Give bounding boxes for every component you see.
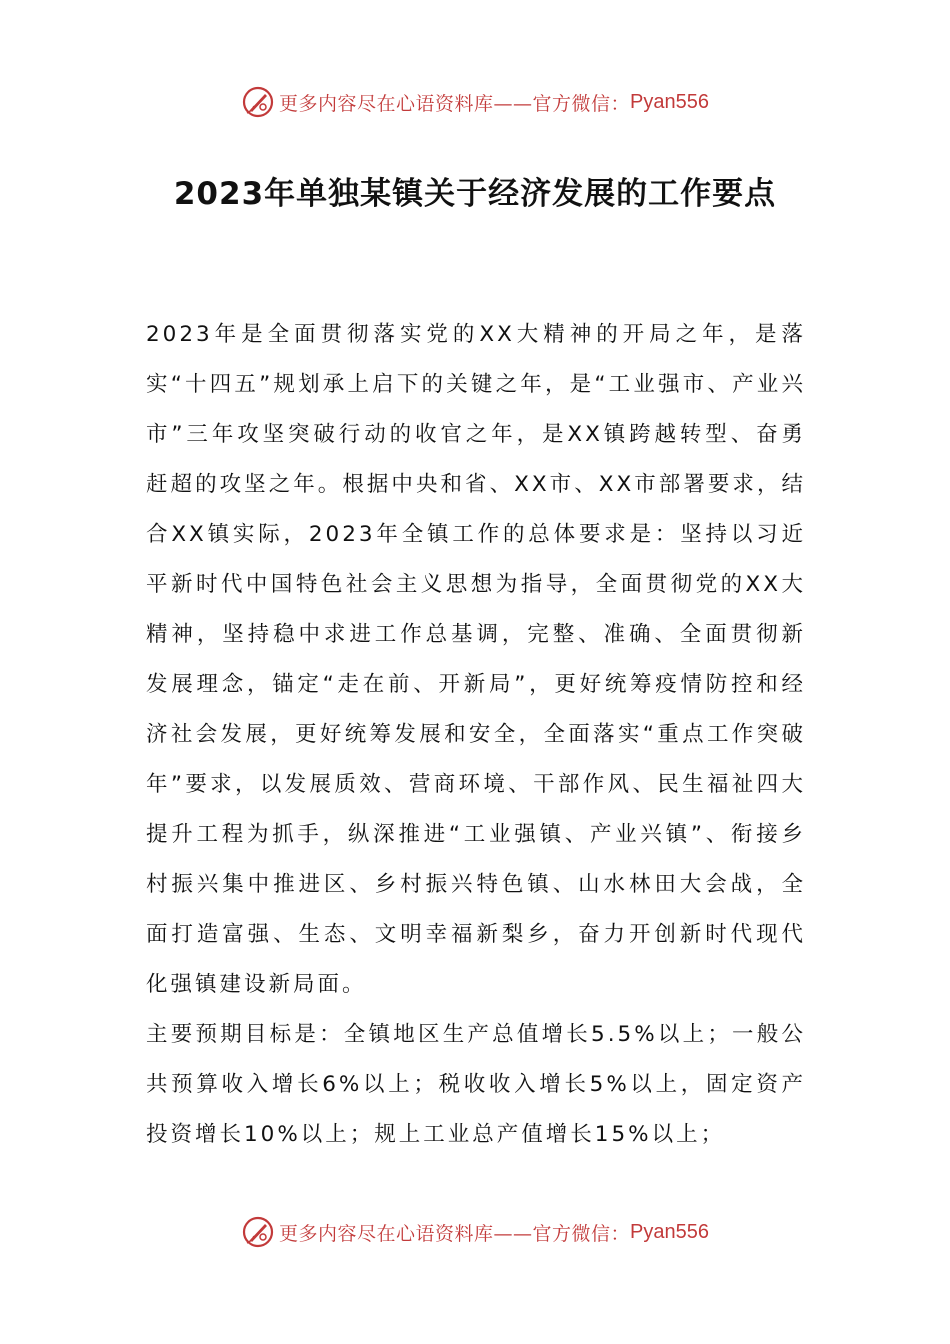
banner-text: 更多内容尽在心语资料库——官方微信： bbox=[279, 1222, 631, 1245]
header-banner bbox=[0, 82, 950, 122]
banner-wechat bbox=[630, 1221, 709, 1244]
wechat-id: Pyan556 bbox=[630, 90, 709, 113]
document-body bbox=[146, 310, 806, 1160]
footer-banner bbox=[0, 1212, 950, 1252]
document-title: 2023年单独某镇关于经济发展的工作要点 bbox=[173, 176, 777, 212]
paragraph-targets: 主要预期目标是：全镇地区生产总值增长5.5%以上；一般公共预算收入增长6%以上；税收收入增长5%以上，固定资产投资增长10%以上；规上工业总产值增长15%以上； bbox=[146, 1022, 806, 1147]
wechat-id: Pyan556 bbox=[630, 1220, 709, 1243]
banner-text: 更多内容尽在心语资料库——官方微信： bbox=[279, 92, 631, 115]
banner-wechat bbox=[630, 91, 709, 114]
quill-logo-icon bbox=[241, 1215, 275, 1249]
paragraph-intro: 2023年是全面贯彻落实党的XX大精神的开局之年，是落实“十四五”规划承上启下的关键之年，是“工业强市、产业兴市”三年攻坚突破行动的收官之年，是XX镇跨越转型、奋勇赶超的攻坚之年。根据中央和省、XX市、XX市部署要求，结合XX镇实际，2023年全镇工作的总体要求是：坚持以习近平新时代中国特色社会主义思想为指导，全面贯彻党的XX大精神，坚持稳中求进工作总基调，完整、准确、全面贯彻新发展理念，锚定“走在前、开新局”，更好统筹疫情防控和经济社会发展，更好统筹发展和安全，全面落实“重点工作突破年”要求，以发展质效、营商环境、干部作风、民生福祉四大提升工程为抓手，纵深推进“工业强镇、产业兴镇”、衔接乡村振兴集中推进区、乡村振兴特色镇、山水林田大会战，全面打造富强、生态、文明幸福新梨乡，奋力开创新时代现代化强镇建设新局面。 bbox=[146, 322, 806, 997]
quill-logo-icon bbox=[241, 85, 275, 119]
